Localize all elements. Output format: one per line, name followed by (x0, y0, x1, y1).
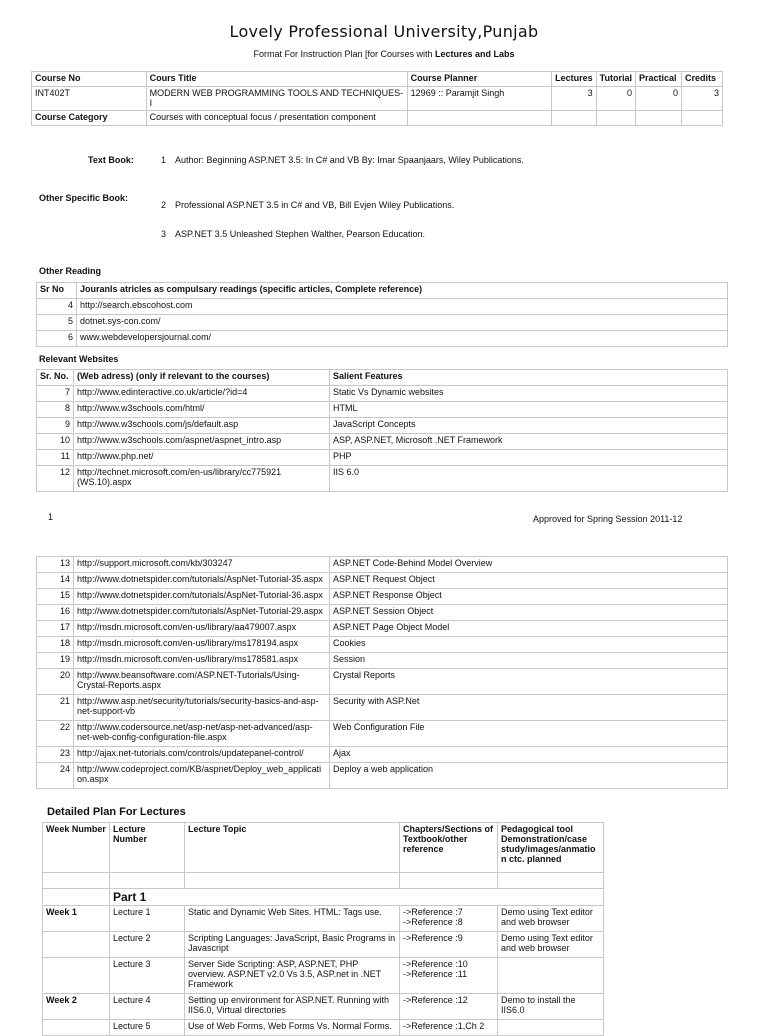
table-row (37, 573, 728, 589)
text-book-label: Text Book: (88, 155, 134, 165)
table-row (37, 402, 728, 418)
sr-no: 18 (37, 637, 74, 653)
table-row (37, 418, 728, 434)
sr-no: 9 (37, 418, 74, 434)
pedagogical-tool: Demo using Text editor and web browser (498, 906, 604, 932)
credits-value: 3 (681, 87, 722, 111)
subtitle-prefix: Format For Instruction Plan [for Courses with (253, 49, 436, 59)
course-title: MODERN WEB PROGRAMMING TOOLS AND TECHNIQUES-I (146, 87, 407, 111)
pedagogical-tool (498, 958, 604, 994)
table-row (37, 466, 728, 492)
lecture-topic: Server Side Scripting: ASP, ASP.NET, PHP overview. ASP.NET v2.0 Vs 3.5, ASP.net in .NET Framework (185, 958, 400, 994)
web-address: http://technet.microsoft.com/en-us/library/cc775921 (WS.10).aspx (74, 466, 330, 492)
week-number: Week 1 (43, 906, 110, 932)
lecture-plan-table (42, 822, 604, 1036)
sr-no: 24 (37, 763, 74, 789)
web-address: http://support.microsoft.com/kb/303247 (74, 557, 330, 573)
websites-table-continued (36, 556, 728, 789)
text-book-text: Author: Beginning ASP.NET 3.5: In C# and VB By: Imar Spaanjaars, Wiley Publications. (175, 155, 524, 165)
sr-no: 19 (37, 653, 74, 669)
table-row (37, 653, 728, 669)
web-address: http://www.dotnetspider.com/tutorials/AspNet-Tutorial-36.aspx (74, 589, 330, 605)
col-lectures: Lectures (552, 72, 597, 87)
other-reading-label: Other Reading (39, 266, 102, 276)
page-number: 1 (48, 512, 54, 522)
salient-feature: Security with ASP.Net (330, 695, 728, 721)
table-row (37, 386, 728, 402)
lecture-number: Lecture 3 (110, 958, 185, 994)
sr-no: 20 (37, 669, 74, 695)
reading-link: dotnet.sys-con.com/ (77, 315, 728, 331)
other-book-num: 3 (161, 229, 167, 239)
col-sr-no: Sr No (37, 283, 77, 299)
sr-no: 6 (37, 331, 77, 347)
col-journal-articles: Jouranls atricles as compulsary readings (specific articles, Complete reference) (77, 283, 728, 299)
table-row (37, 450, 728, 466)
web-address: http://ajax.net-tutorials.com/controls/updatepanel-control/ (74, 747, 330, 763)
other-book-label: Other Specific Book: (39, 193, 129, 203)
web-address: http://msdn.microsoft.com/en-us/library/ms178581.aspx (74, 653, 330, 669)
table-row (37, 299, 728, 315)
lecture-topic: Static and Dynamic Web Sites. HTML: Tags use. (185, 906, 400, 932)
table-row (37, 589, 728, 605)
sr-no: 17 (37, 621, 74, 637)
course-category-label: Course Category (32, 111, 147, 126)
university-title: Lovely Professional University,Punjab (229, 22, 539, 41)
col-web-address: (Web adress) (only if relevant to the courses) (74, 370, 330, 386)
sr-no: 4 (37, 299, 77, 315)
chapter-reference: ->Reference :10 ->Reference :11 (400, 958, 498, 994)
week-number (43, 932, 110, 958)
col-lecture-number: Lecture Number (110, 823, 185, 873)
other-book-text: Professional ASP.NET 3.5 in C# and VB, Bill Evjen Wiley Publications. (175, 200, 455, 210)
web-address: http://www.w3schools.com/aspnet/aspnet_intro.asp (74, 434, 330, 450)
col-lecture-topic: Lecture Topic (185, 823, 400, 873)
reading-link: www.webdevelopersjournal.com/ (77, 331, 728, 347)
col-sr-no: Sr. No. (37, 370, 74, 386)
other-book-num: 2 (161, 200, 167, 210)
salient-feature: Web Configuration File (330, 721, 728, 747)
relevant-websites-label: Relevant Websites (39, 354, 119, 364)
week-number (43, 958, 110, 994)
salient-feature: HTML (330, 402, 728, 418)
salient-feature: Session (330, 653, 728, 669)
table-row (37, 605, 728, 621)
col-chapters-reference: Chapters/Sections of Textbook/other reference (400, 823, 498, 873)
table-row (37, 721, 728, 747)
table-row (37, 763, 728, 789)
lecture-row (43, 994, 604, 1020)
chapter-reference: ->Reference :7 ->Reference :8 (400, 906, 498, 932)
sr-no: 21 (37, 695, 74, 721)
web-address: http://www.edinteractive.co.uk/article/?id=4 (74, 386, 330, 402)
part-label: Part 1 (110, 889, 604, 906)
week-number: Week 2 (43, 994, 110, 1020)
lecture-topic: Use of Web Forms, Web Forms Vs. Normal Forms. (185, 1020, 400, 1036)
lecture-row (43, 932, 604, 958)
chapter-reference: ->Reference :1,Ch 2 (400, 1020, 498, 1036)
lecture-row (43, 1020, 604, 1036)
salient-feature: Crystal Reports (330, 669, 728, 695)
other-reading-table (36, 282, 728, 347)
salient-feature: ASP.NET Request Object (330, 573, 728, 589)
lecture-number: Lecture 4 (110, 994, 185, 1020)
web-address: http://www.dotnetspider.com/tutorials/AspNet-Tutorial-29.aspx (74, 605, 330, 621)
lecture-number: Lecture 5 (110, 1020, 185, 1036)
col-salient-features: Salient Features (330, 370, 728, 386)
sr-no: 22 (37, 721, 74, 747)
salient-feature: PHP (330, 450, 728, 466)
sr-no: 12 (37, 466, 74, 492)
col-week-number: Week Number (43, 823, 110, 873)
tutorial-value: 0 (596, 87, 635, 111)
salient-feature: ASP.NET Page Object Model (330, 621, 728, 637)
sr-no: 5 (37, 315, 77, 331)
table-row (37, 434, 728, 450)
reading-link: http://search.ebscohost.com (77, 299, 728, 315)
sr-no: 10 (37, 434, 74, 450)
salient-feature: ASP, ASP.NET, Microsoft .NET Framework (330, 434, 728, 450)
web-address: http://www.php.net/ (74, 450, 330, 466)
col-course-planner: Course Planner (407, 72, 551, 87)
lecture-topic: Scripting Languages: JavaScript, Basic Programs in Javascript (185, 932, 400, 958)
salient-feature: ASP.NET Response Object (330, 589, 728, 605)
col-practical: Practical (636, 72, 682, 87)
table-row (37, 331, 728, 347)
salient-feature: ASP.NET Session Object (330, 605, 728, 621)
col-course-title: Cours Title (146, 72, 407, 87)
web-address: http://www.w3schools.com/html/ (74, 402, 330, 418)
salient-feature: Static Vs Dynamic websites (330, 386, 728, 402)
salient-feature: Cookies (330, 637, 728, 653)
course-table (31, 71, 723, 126)
practical-value: 0 (636, 87, 682, 111)
web-address: http://www.beansoftware.com/ASP.NET-Tutorials/Using- Crystal-Reports.aspx (74, 669, 330, 695)
text-book-num: 1 (161, 155, 167, 165)
col-pedagogical-tool: Pedagogical tool Demonstration/case study/images/anmatio n ctc. planned (498, 823, 604, 873)
col-credits: Credits (681, 72, 722, 87)
lecture-number: Lecture 2 (110, 932, 185, 958)
table-row (37, 637, 728, 653)
salient-feature: Ajax (330, 747, 728, 763)
chapter-reference: ->Reference :9 (400, 932, 498, 958)
sr-no: 15 (37, 589, 74, 605)
table-row (37, 557, 728, 573)
course-no: INT402T (32, 87, 147, 111)
sr-no: 14 (37, 573, 74, 589)
websites-table (36, 369, 728, 492)
table-row (37, 747, 728, 763)
salient-feature: IIS 6.0 (330, 466, 728, 492)
pedagogical-tool: Demo using Text editor and web browser (498, 932, 604, 958)
web-address: http://www.codersource.net/asp-net/asp-net-advanced/asp- net-web-config-configuration-file.aspx (74, 721, 330, 747)
lecture-row (43, 958, 604, 994)
salient-feature: Deploy a web application (330, 763, 728, 789)
subtitle-emphasis: Lectures and Labs (435, 49, 515, 59)
sr-no: 13 (37, 557, 74, 573)
other-book-text: ASP.NET 3.5 Unleashed Stephen Walther, Pearson Education. (175, 229, 425, 239)
col-course-no: Course No (32, 72, 147, 87)
format-subtitle (0, 49, 768, 59)
pedagogical-tool (498, 1020, 604, 1036)
table-row (37, 621, 728, 637)
table-row (37, 669, 728, 695)
lecture-topic: Setting up environment for ASP.NET. Running with IIS6.0, Virtual directories (185, 994, 400, 1020)
sr-no: 23 (37, 747, 74, 763)
sr-no: 16 (37, 605, 74, 621)
lectures-value: 3 (552, 87, 597, 111)
chapter-reference: ->Reference :12 (400, 994, 498, 1020)
lecture-plan-heading: Detailed Plan For Lectures (47, 806, 186, 818)
course-category-value: Courses with conceptual focus / presentation component (146, 111, 407, 126)
approved-session: Approved for Spring Session 2011-12 (533, 514, 683, 524)
col-tutorial: Tutorial (596, 72, 635, 87)
web-address: http://www.dotnetspider.com/tutorials/AspNet-Tutorial-35.aspx (74, 573, 330, 589)
sr-no: 7 (37, 386, 74, 402)
sr-no: 8 (37, 402, 74, 418)
web-address: http://msdn.microsoft.com/en-us/library/aa479007.aspx (74, 621, 330, 637)
table-row (37, 695, 728, 721)
lecture-number: Lecture 1 (110, 906, 185, 932)
course-planner: 12969 :: Paramjit Singh (407, 87, 551, 111)
web-address: http://www.asp.net/security/tutorials/security-basics-and-asp- net-support-vb (74, 695, 330, 721)
week-number (43, 1020, 110, 1036)
lecture-row (43, 906, 604, 932)
salient-feature: JavaScript Concepts (330, 418, 728, 434)
web-address: http://msdn.microsoft.com/en-us/library/ms178194.aspx (74, 637, 330, 653)
sr-no: 11 (37, 450, 74, 466)
web-address: http://www.w3schools.com/js/default.asp (74, 418, 330, 434)
table-row (37, 315, 728, 331)
salient-feature: ASP.NET Code-Behind Model Overview (330, 557, 728, 573)
pedagogical-tool: Demo to install the IIS6.0 (498, 994, 604, 1020)
web-address: http://www.codeproject.com/KB/aspnet/Deploy_web_applicati on.aspx (74, 763, 330, 789)
